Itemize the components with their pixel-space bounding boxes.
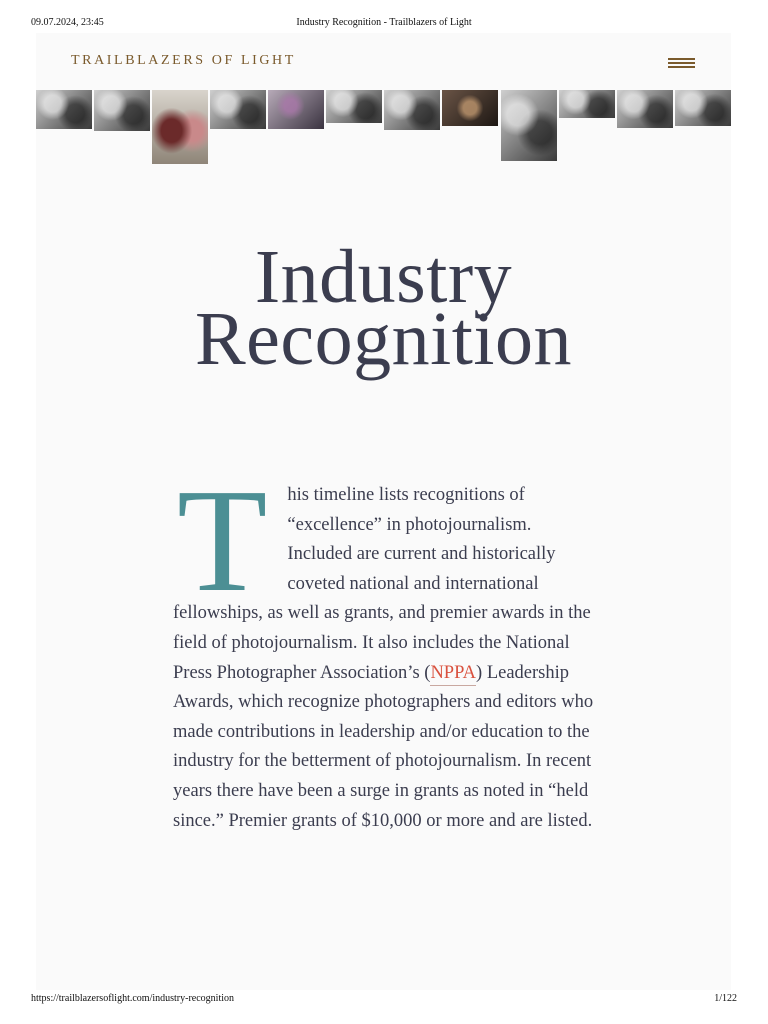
photo-thumbnail-7[interactable] [384, 90, 440, 130]
print-page-indicator: 1/122 [714, 993, 737, 1004]
menu-line [668, 58, 695, 60]
photo-thumbnail-9[interactable] [501, 90, 557, 161]
photo-thumbnail-12[interactable] [675, 90, 731, 126]
print-footer [31, 993, 737, 1007]
print-url: https://trailblazersoflight.com/industry-recognition [31, 993, 235, 1004]
print-datetime: 09.07.2024, 23:45 [31, 17, 104, 28]
intro-text-part-2: ) Leadership Awards, which recognize photographers and editors who made contributions in leadership and/or education to the industry for the betterment of photojournalism. In recent years there have been a surge in grants as noted in “held since.” Premier grants of $10,000 or more and are listed. [173, 662, 594, 831]
photo-thumbnail-11[interactable] [617, 90, 673, 128]
page-canvas [36, 33, 731, 990]
photo-thumbnail-4[interactable] [210, 90, 266, 129]
page-title-line-2: Recognition [194, 297, 572, 381]
drop-cap: T [177, 459, 268, 623]
photo-strip [36, 90, 731, 170]
photo-thumbnail-8[interactable] [442, 90, 498, 126]
photo-thumbnail-5[interactable] [268, 90, 324, 129]
site-logo[interactable]: TRAILBLAZERS OF LIGHT [71, 53, 296, 68]
site-header [36, 33, 731, 89]
photo-thumbnail-1[interactable] [36, 90, 92, 129]
photo-thumbnail-6[interactable] [326, 90, 382, 123]
menu-line [668, 66, 695, 68]
page-title [36, 235, 731, 381]
menu-line [668, 62, 695, 64]
photo-thumbnail-2[interactable] [94, 90, 150, 131]
nppa-link[interactable]: NPPA [430, 663, 476, 686]
photo-thumbnail-3[interactable] [152, 90, 208, 164]
intro-text-part-1: his timeline lists recognitions of “excellence” in photojournalism. Included are current and historically coveted national and international fellowships, as well as grants, and premier awards in the field of photojournalism. It also includes the National Press Photographer Association’s ( [173, 485, 591, 683]
page-title-line-1: Industry [254, 235, 513, 319]
hamburger-menu-icon[interactable] [668, 55, 696, 69]
print-document-title: Industry Recognition - Trailblazers of Light [296, 17, 472, 28]
intro-paragraph [173, 459, 598, 836]
photo-thumbnail-10[interactable] [559, 90, 615, 118]
print-header [31, 17, 737, 31]
